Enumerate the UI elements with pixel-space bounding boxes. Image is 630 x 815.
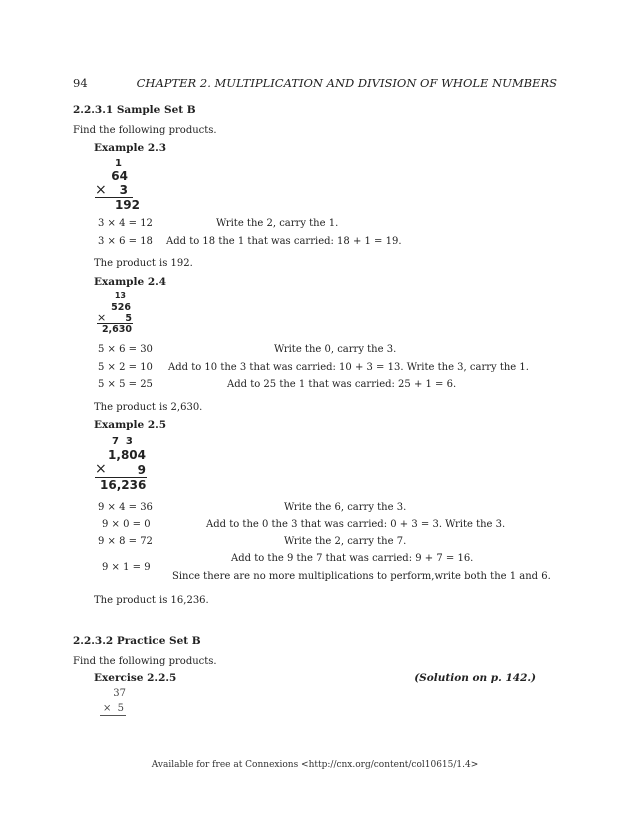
times-sign: × (95, 461, 107, 477)
practice-set-intro: Find the following products. (73, 656, 217, 667)
step-equation: 9 × 0 = 0 (102, 519, 151, 530)
product-rule (100, 715, 126, 716)
step-explanation: Add to the 0 the 3 that was carried: 0 + 3 = 3. Write the 3. (206, 519, 506, 530)
step-equation: 5 × 2 = 10 (98, 362, 153, 373)
step-explanation: Write the 0, carry the 3. (274, 344, 397, 355)
example-conclusion: The product is 2,630. (94, 402, 203, 413)
step-explanation: Add to 25 the 1 that was carried: 25 + 1 = 6. (227, 379, 457, 390)
product-result: 16,236 (100, 478, 147, 492)
step-explanation-continued: Since there are no more multiplications to perform,write both the 1 and 6. (172, 571, 551, 582)
multiplier: 5 (125, 313, 132, 324)
step-explanation: Write the 2, carry the 7. (284, 536, 407, 547)
exercise-label: Exercise 2.2.5 (94, 672, 177, 684)
multiplier: 5 (117, 703, 124, 714)
step-explanation: Add to 10 the 3 that was carried: 10 + 3 = 13. Write the 3, carry the 1. (168, 362, 529, 373)
multiplier: 3 (119, 183, 128, 197)
multiplicand: 37 (113, 688, 126, 699)
step-equation: 3 × 4 = 12 (98, 218, 153, 229)
carry-digits: 1 (115, 158, 122, 169)
step-equation: 3 × 6 = 18 (98, 236, 153, 247)
multiplicand: 1,804 (108, 448, 146, 462)
carry-digits: 7 3 (112, 436, 133, 447)
step-explanation: Write the 6, carry the 3. (284, 502, 407, 513)
step-equation: 9 × 4 = 36 (98, 502, 153, 513)
example-label: Example 2.5 (94, 419, 167, 431)
step-equation: 9 × 1 = 9 (102, 562, 151, 573)
solution-reference: (Solution on p. 142.) (414, 672, 536, 684)
step-explanation: Write the 2, carry the 1. (216, 218, 339, 229)
step-equation: 9 × 8 = 72 (98, 536, 153, 547)
carry-digits: 13 (114, 291, 126, 300)
example-conclusion: The product is 192. (94, 258, 193, 269)
times-sign: × (103, 703, 112, 714)
section-heading-sample-set: 2.2.3.1 Sample Set B (73, 104, 196, 116)
step-equation: 5 × 6 = 30 (98, 344, 153, 355)
sample-set-intro: Find the following products. (73, 125, 217, 136)
example-conclusion: The product is 16,236. (94, 595, 209, 606)
page-number: 94 (73, 76, 88, 90)
step-explanation: Add to 18 the 1 that was carried: 18 + 1 = 19. (166, 236, 402, 247)
chapter-title: CHAPTER 2. MULTIPLICATION AND DIVISION OF WHOLE NUMBERS (136, 76, 557, 90)
product-result: 192 (114, 198, 140, 212)
multiplier: 9 (137, 463, 146, 477)
multiplicand: 64 (111, 169, 128, 183)
times-sign: × (95, 182, 107, 198)
multiplicand: 526 (111, 302, 131, 313)
example-label: Example 2.3 (94, 142, 167, 154)
step-equation: 5 × 5 = 25 (98, 379, 153, 390)
times-sign: × (97, 311, 107, 324)
product-result: 2,630 (101, 324, 132, 335)
section-heading-practice-set: 2.2.3.2 Practice Set B (73, 635, 201, 647)
footer-availability: Available for free at Connexions <http://cnx.org/content/col10615/1.4> (151, 760, 479, 770)
step-explanation: Add to the 9 the 7 that was carried: 9 + 7 = 16. (231, 553, 474, 564)
example-label: Example 2.4 (94, 276, 167, 288)
